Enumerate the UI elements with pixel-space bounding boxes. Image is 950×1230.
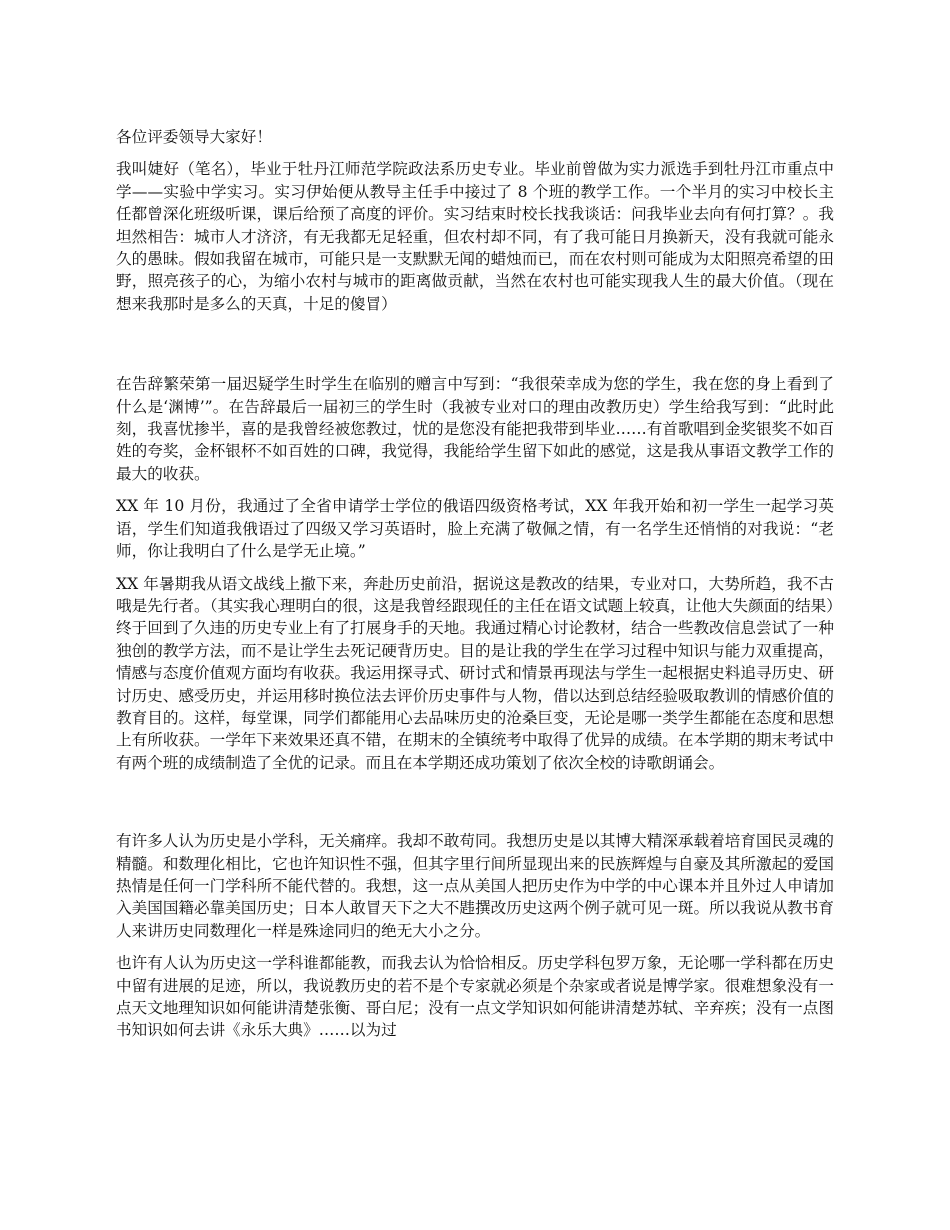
paragraph-history-importance: 有许多人认为历史是小学科，无关痛痒。我却不敢苟同。我想历史是以其博大精深承载着培育国民灵魂的精髓。和数理化相比，它也许知识性不强，但其字里行间所显现出来的民族辉煌与自豪及其所激起的爱国热情是任何一门学科所不能代替的。我想，这一点从美国人把历史作为中学的中心课本并且外过人申请加入美国国籍必靠美国历史；日本人敢冒天下之大不韪撰改历史这两个例子就可见一斑。所以我说从教书育人来讲历史同数理化一样是殊途同归的绝无大小之分。 [116,832,834,940]
paragraph-language-study: XX 年 10 月份，我通过了全省申请学士学位的俄语四级资格考试，XX 年我开始和初一学生一起学习英语，学生们知道我俄语过了四级又学习英语时，脸上充满了敬佩之情，有一名学生还悄悄的对我说：“老师，你让我明白了什么是学无止境。” [116,497,834,561]
document-body [116,126,834,1042]
greeting: 各位评委领导大家好！ [116,128,272,146]
paragraph-internship: 我叫婕好（笔名），毕业于牡丹江师范学院政法系历史专业。毕业前曾做为实力派选手到牡丹江市重点中学——实验中学实习。实习伊始便从教导主任手中接过了 8 个班的教学工作。一个半月的实习中校长主任都曾深化班级听课，课后给预了高度的评价。实习结束时校长找我谈话：问我毕业去向有何打算？。我坦然相告：城市人才济济，有无我都无足轻重，但农村却不同，有了我可能日月换新天，没有我就可能永久的愚昧。假如我留在城市，可能只是一支默默无闻的蜡烛而已，而在农村则可能成为太阳照亮希望的田野，照亮孩子的心，为缩小农村与城市的距离做贡献，当然在农村也可能实现我人生的最大价值。（现在想来我那时是多么的天真，十足的傻冒） [116,160,834,313]
paragraph-history-teaching: XX 年暑期我从语文战线上撤下来，奔赴历史前沿，据说这是教改的结果，专业对口，大势所趋，我不古哦是先行者。（其实我心理明白的很，这是我曾经跟现任的主任在语文试题上较真，让他大失颜面的结果）终于回到了久违的历史专业上有了打展身手的天地。我通过精心讨论教材，结合一些教改信息尝试了一种独创的教学方法，而不是让学生去死记硬背历史。目的是让我的学生在学习过程中知识与能力双重提高，情感与态度价值观方面均有收获。我运用探寻式、研讨式和情景再现法与学生一起根据史料追寻历史、研讨历史、感受历史，并运用移时换位法去评价历史事件与人物，借以达到总结经验吸取教训的情感价值的教育目的。这样，每堂课，同学们都能用心去品味历史的沧桑巨变，无论是哪一类学生都能在态度和思想上有所收获。一学年下来效果还真不错，在期末的全镇统考中取得了优异的成绩。在本学期的期末考试中有两个班的成绩制造了全优的记录。而且在本学期还成功策划了依次全校的诗歌朗诵会。 [116,574,834,772]
paragraph-student-farewell: 在告辞繁荣第一届迟疑学生时学生在临别的赠言中写到：“我很荣幸成为您的学生，我在您的身上看到了什么是‘渊博’”。在告辞最后一届初三的学生时（我被专业对口的理由改教历史）学生给我写到：“此时此刻，我喜忧掺半，喜的是我曾经被您教过，忧的是您没有能把我带到毕业……有首歌唱到金奖银奖不如百姓的夸奖，金杯银杯不如百姓的口碑，我觉得，我能给学生留下如此的感觉，这是我从事语文教学工作的最大的收获。 [116,375,834,483]
paragraph-history-breadth: 也许有人认为历史这一学科谁都能教，而我去认为恰恰相反。历史学科包罗万象，无论哪一学科都在历史中留有进展的足迹，所以，我说教历史的若不是个专家就必须是个杂家或者说是博学家。很难想象没有一点天文地理知识如何能讲清楚张衡、哥白尼；没有一点文学知识如何能讲清楚苏轼、辛弃疾；没有一点图书知识如何去讲《永乐大典》……以为过 [116,954,834,1040]
